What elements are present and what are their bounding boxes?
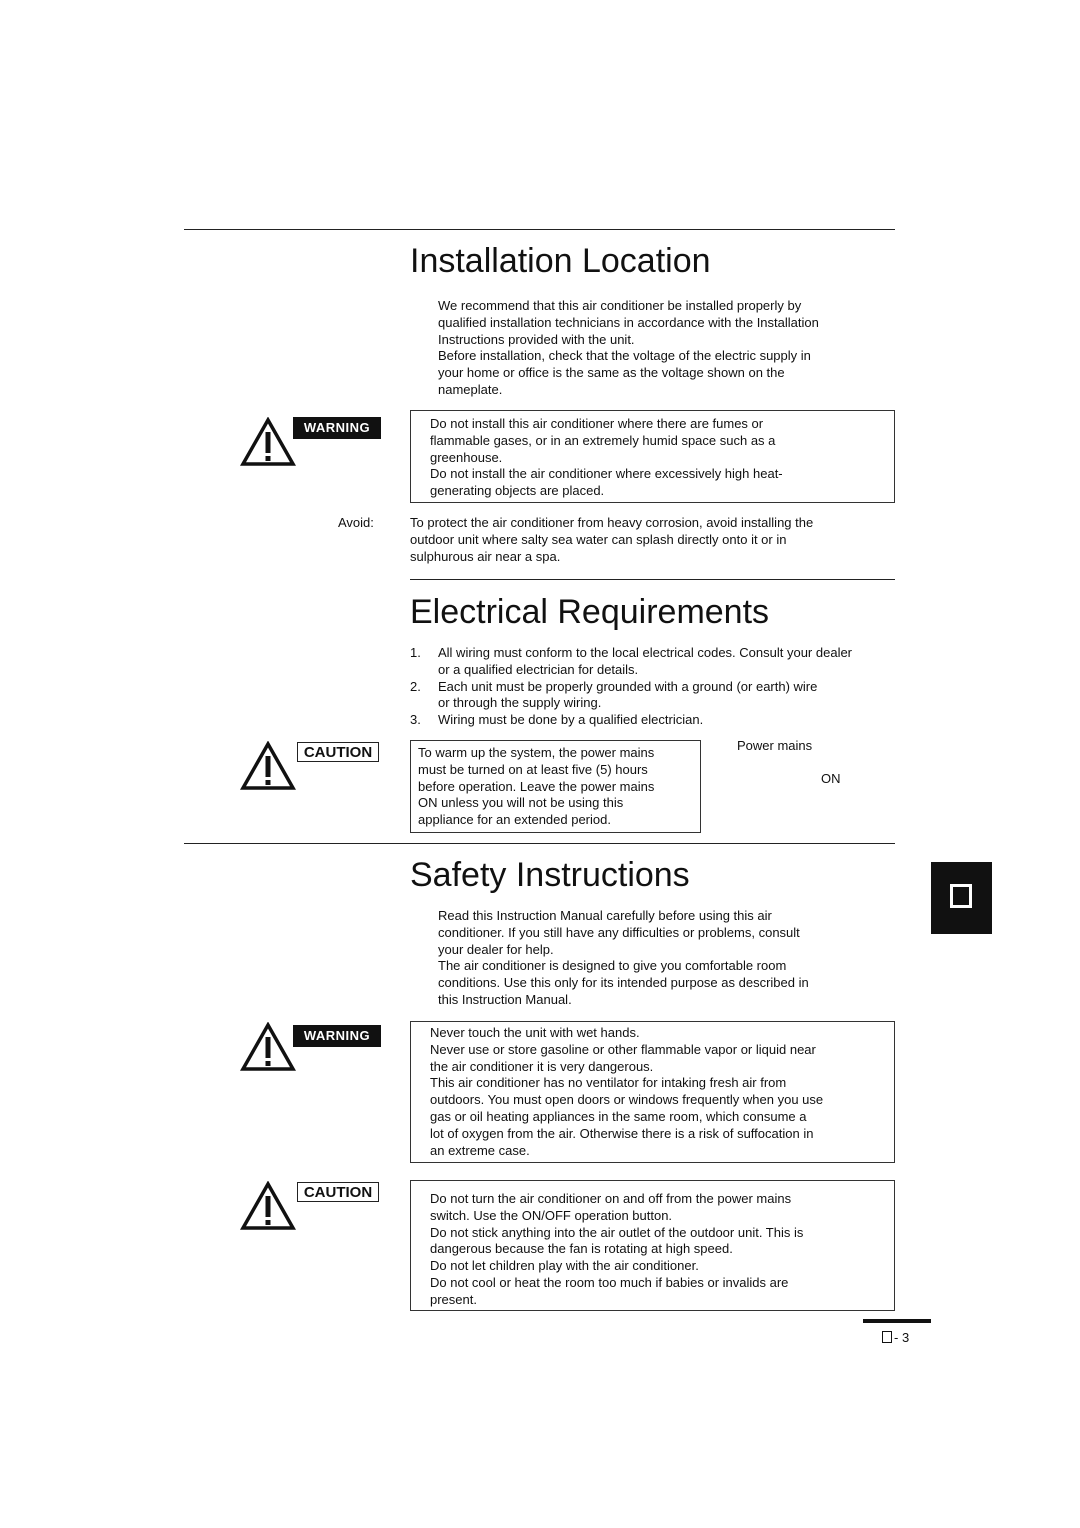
- language-tab-marker: [931, 862, 992, 934]
- text-line: Each unit must be properly grounded with a ground (or earth) wire: [438, 678, 818, 694]
- text-line: Do not let children play with the air conditioner.: [430, 1258, 699, 1274]
- text-line: switch. Use the ON/OFF operation button.: [430, 1207, 673, 1223]
- text-line: must be turned on at least five (5) hours: [418, 761, 648, 777]
- tab-box-icon: [950, 884, 972, 908]
- page-footer-bar: [863, 1319, 931, 1323]
- list-item: [410, 679, 852, 713]
- page-box-icon: [882, 1331, 892, 1343]
- warning-badge: WARNING: [293, 417, 381, 439]
- caution-triangle-icon: [240, 741, 296, 791]
- text-line: Read this Instruction Manual carefully before using this air: [438, 908, 772, 923]
- text-line: dangerous because the fan is rotating at high speed.: [430, 1241, 733, 1257]
- text-line: qualified installation technicians in accordance with the Installation: [438, 314, 819, 330]
- text-line: Do not turn the air conditioner on and off from the power mains: [430, 1191, 792, 1206]
- warning-badge: WARNING: [293, 1025, 381, 1047]
- page-number: [882, 1330, 909, 1346]
- page-number-text: - 3: [894, 1330, 910, 1345]
- warning-triangle-icon: [240, 417, 296, 467]
- text-line: Wiring must be done by a qualified electrician.: [438, 712, 704, 728]
- section-rule-safety: [184, 843, 895, 844]
- text-line: To protect the air conditioner from heavy corrosion, avoid installing the: [410, 515, 814, 530]
- text-line: Do not stick anything into the air outlet of the outdoor unit. This is: [430, 1224, 804, 1240]
- electrical-heading: Electrical Requirements: [410, 593, 770, 631]
- text-line: your home or office is the same as the voltage shown on the: [438, 365, 785, 381]
- text-line: the air conditioner it is very dangerous.: [430, 1058, 654, 1074]
- caution-badge: CAUTION: [297, 742, 379, 762]
- text-line: nameplate.: [438, 381, 503, 397]
- text-line: flammable gases, or in an extremely humid space such as a: [430, 432, 776, 448]
- text-line: sulphurous air near a spa.: [410, 548, 561, 564]
- list-number: 2.: [410, 678, 421, 694]
- safety-heading: Safety Instructions: [410, 856, 690, 894]
- text-line: Do not cool or heat the room too much if babies or invalids are: [430, 1274, 789, 1290]
- text-line: or through the supply wiring.: [438, 695, 602, 711]
- list-item: [410, 712, 852, 729]
- text-line: appliance for an extended period.: [418, 812, 611, 828]
- electrical-requirements-list: [410, 645, 852, 729]
- text-line: conditions. Use this only for its intended purpose as described in: [438, 975, 809, 991]
- text-line: Instructions provided with the unit.: [438, 331, 635, 347]
- list-number: 3.: [410, 712, 421, 728]
- text-line: Do not install the air conditioner where excessively high heat-: [430, 466, 783, 482]
- text-line: We recommend that this air conditioner be installed properly by: [438, 298, 802, 313]
- text-line: conditioner. If you still have any difficulties or problems, consult: [438, 924, 800, 940]
- section-rule-electrical: [410, 579, 895, 580]
- text-line: this Instruction Manual.: [438, 991, 572, 1007]
- section-rule-installation: [184, 229, 895, 230]
- caution-text: [418, 745, 700, 829]
- avoid-text: [410, 515, 813, 565]
- installation-warning-box: [410, 410, 895, 503]
- text-line: Never touch the unit with wet hands.: [430, 1025, 640, 1040]
- text-line: outdoor unit where salty sea water can splash directly onto it or in: [410, 531, 787, 547]
- text-line: Do not install this air conditioner where there are fumes or: [430, 416, 764, 431]
- text-line: To warm up the system, the power mains: [418, 745, 655, 760]
- warning-text: [430, 416, 894, 500]
- text-line: This air conditioner has no ventilator for intaking fresh air from: [430, 1075, 787, 1091]
- avoid-label: Avoid:: [338, 515, 374, 530]
- text-line: before operation. Leave the power mains: [418, 778, 655, 794]
- electrical-caution-box: [410, 740, 701, 833]
- list-item: [410, 645, 852, 679]
- power-mains-on-label: ON: [821, 771, 841, 786]
- installation-intro: [438, 298, 819, 399]
- caution-triangle-icon: [240, 1181, 296, 1231]
- text-line: The air conditioner is designed to give you comfortable room: [438, 958, 787, 974]
- text-line: your dealer for help.: [438, 941, 554, 957]
- text-line: or a qualified electrician for details.: [438, 661, 639, 677]
- text-line: All wiring must conform to the local electrical codes. Consult your dealer: [438, 645, 853, 660]
- warning-text: [430, 1025, 894, 1159]
- text-line: present.: [430, 1291, 477, 1307]
- text-line: Before installation, check that the voltage of the electric supply in: [438, 348, 811, 364]
- power-mains-label: Power mains: [737, 738, 813, 753]
- text-line: Never use or store gasoline or other flammable vapor or liquid near: [430, 1041, 816, 1057]
- safety-warning-box: [410, 1021, 895, 1163]
- text-line: lot of oxygen from the air. Otherwise there is a risk of suffocation in: [430, 1125, 814, 1141]
- text-line: generating objects are placed.: [430, 483, 605, 499]
- installation-heading: Installation Location: [410, 242, 711, 280]
- text-line: an extreme case.: [430, 1142, 530, 1158]
- text-line: greenhouse.: [430, 449, 503, 465]
- safety-caution-box: [410, 1180, 895, 1311]
- text-line: outdoors. You must open doors or windows frequently when you use: [430, 1092, 824, 1108]
- text-line: ON unless you will not be using this: [418, 795, 624, 811]
- safety-intro: [438, 908, 809, 1009]
- warning-triangle-icon: [240, 1022, 296, 1072]
- text-line: gas or oil heating appliances in the same room, which consume a: [430, 1108, 807, 1124]
- caution-badge: CAUTION: [297, 1182, 379, 1202]
- list-number: 1.: [410, 645, 421, 660]
- caution-text: [430, 1191, 894, 1309]
